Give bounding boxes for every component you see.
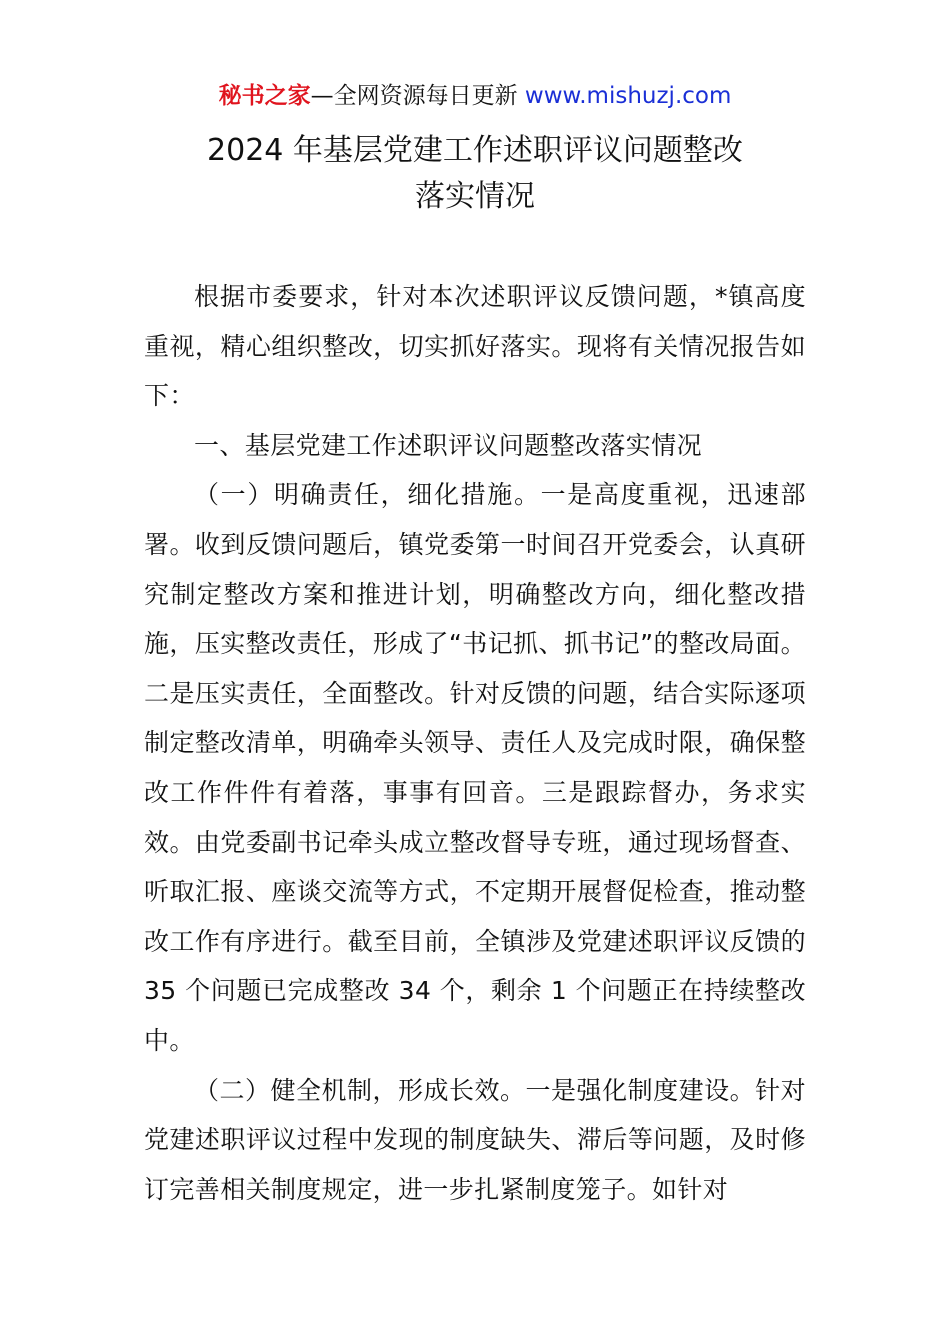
- title-line-2: 落实情况: [415, 179, 535, 214]
- title-line-1: 2024 年基层党建工作述职评议问题整改: [207, 133, 743, 168]
- document-body: [144, 272, 806, 1214]
- document-title: [0, 128, 950, 220]
- paragraph-section-1: （一）明确责任，细化措施。一是高度重视，迅速部署。收到反馈问题后，镇党委第一时间召开党委会，认真研究制定整改方案和推进计划，明确整改方向，细化整改措施，压实整改责任，形成了“书记抓、抓书记”的整改局面。二是压实责任，全面整改。针对反馈的问题，结合实际逐项制定整改清单，明确牵头领导、责任人及完成时限，确保整改工作件件有着落，事事有回音。三是跟踪督办，务求实效。由党委副书记牵头成立整改督导专班，通过现场督查、听取汇报、座谈交流等方式，不定期开展督促检查，推动整改工作有序进行。截至目前，全镇涉及党建述职评议反馈的 35 个问题已完成整改 34 个，剩余 1 个问题正在持续整改中。: [144, 480, 806, 1055]
- site-header: [0, 80, 950, 112]
- paragraph-section-2: （二）健全机制，形成长效。一是强化制度建设。针对党建述职评议过程中发现的制度缺失、滞后等问题，及时修订完善相关制度规定，进一步扎紧制度笼子。如针对: [144, 1075, 806, 1204]
- site-url-link[interactable]: www.mishuzj.com: [524, 83, 732, 109]
- paragraph-intro: 根据市委要求，针对本次述职评议反馈问题，*镇高度重视，精心组织整改，切实抓好落实。现将有关情况报告如下：: [144, 282, 806, 411]
- site-slogan: —全网资源每日更新: [310, 83, 518, 109]
- section-heading: 一、基层党建工作述职评议问题整改落实情况: [194, 430, 703, 460]
- site-name: 秘书之家: [218, 83, 311, 109]
